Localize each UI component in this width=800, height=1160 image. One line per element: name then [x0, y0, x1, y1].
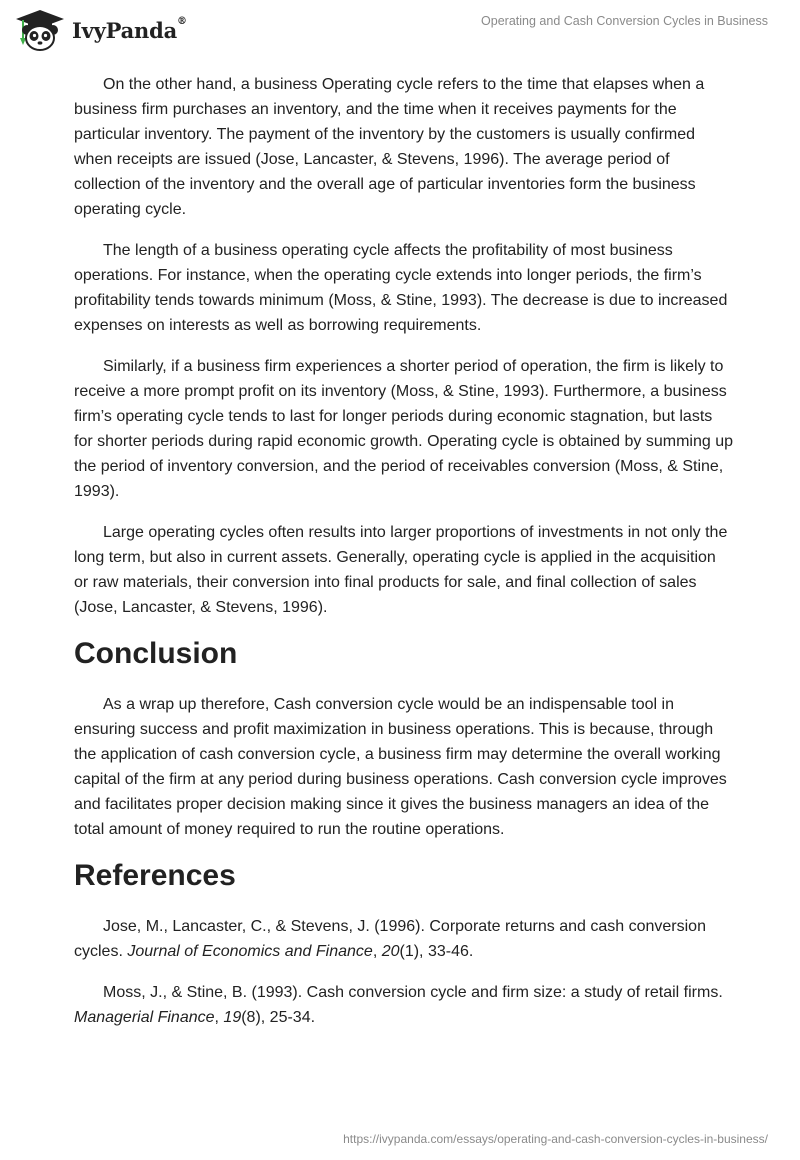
conclusion-heading: Conclusion [74, 637, 238, 670]
reference-authors-title: Moss, J., & Stine, B. (1993). Cash conversion cycle and firm size: a study of retail firms. [103, 984, 723, 1001]
reference-journal: Managerial Finance [74, 1009, 215, 1026]
brand-logo[interactable] [14, 8, 187, 52]
source-url-link[interactable]: https://ivypanda.com/essays/operating-and-cash-conversion-cycles-in-business/ [343, 1132, 768, 1146]
brand-name-text: IvyPanda [72, 17, 178, 43]
reference-separator: , [214, 1009, 224, 1026]
reference-authors-title: Jose, M., Lancaster, C., & Stevens, J. (1996). Corporate returns and cash conversion cycles. [74, 918, 706, 960]
panda-graduate-icon [14, 8, 66, 52]
references-heading: References [74, 859, 236, 892]
reference-item [74, 980, 734, 1030]
reference-volume: 20 [381, 943, 400, 960]
body-paragraph: Similarly, if a business firm experiences a shorter period of operation, the firm is likely to receive a more prompt profit on its inventory (Moss, & Stine, 1993). Furthermore, a business firm’s operating cycle tends to last for longer periods during economic stagnation, but lasts for shorter periods during rapid economic growth. Operating cycle is obtained by summing up the period of inventory conversion, and the period of receivables conversion (Moss, & Stine, 1993). [74, 358, 733, 500]
registered-mark: ® [177, 15, 187, 27]
brand-name [72, 15, 187, 43]
reference-issue-pages: (8), 25-34. [241, 1009, 316, 1026]
body-paragraph: The length of a business operating cycle affects the profitability of most business operations. For instance, when the operating cycle extends into longer periods, the firm’s profitability tends towards minimum (Moss, & Stine, 1993). The decrease is due to increased expenses on interests as well as borrowing requirements. [74, 242, 728, 334]
reference-separator: , [372, 943, 382, 960]
reference-item [74, 914, 734, 964]
essay-body [74, 72, 734, 1046]
body-paragraph: On the other hand, a business Operating cycle refers to the time that elapses when a business firm purchases an inventory, and the time when it receives payments for the particular inventory. The payment of the inventory by the customers is usually confirmed when receipts are issued (Jose, Lancaster, & Stevens, 1996). The average period of collection of the inventory and the overall age of particular inventories form the business operating cycle. [74, 76, 705, 218]
reference-issue-pages: (1), 33-46. [399, 943, 474, 960]
reference-journal: Journal of Economics and Finance [127, 943, 373, 960]
page-header [0, 0, 800, 60]
conclusion-paragraph: As a wrap up therefore, Cash conversion cycle would be an indispensable tool in ensuring success and profit maximization in business operations. This is because, through the application of cash conversion cycle, a business firm may determine the overall working capital of the firm at any period during business operations. Cash conversion cycle improves and facilitates proper decision making since it gives the business managers an idea of the total amount of money required to run the routine operations. [74, 696, 727, 838]
body-paragraph: Large operating cycles often results into larger proportions of investments in not only the long term, but also in current assets. Generally, operating cycle is applied in the acquisition or raw materials, their conversion into final products for sale, and final collection of sales (Jose, Lancaster, & Stevens, 1996). [74, 524, 728, 616]
reference-volume: 19 [223, 1009, 242, 1026]
document-title: Operating and Cash Conversion Cycles in Business [481, 14, 768, 28]
